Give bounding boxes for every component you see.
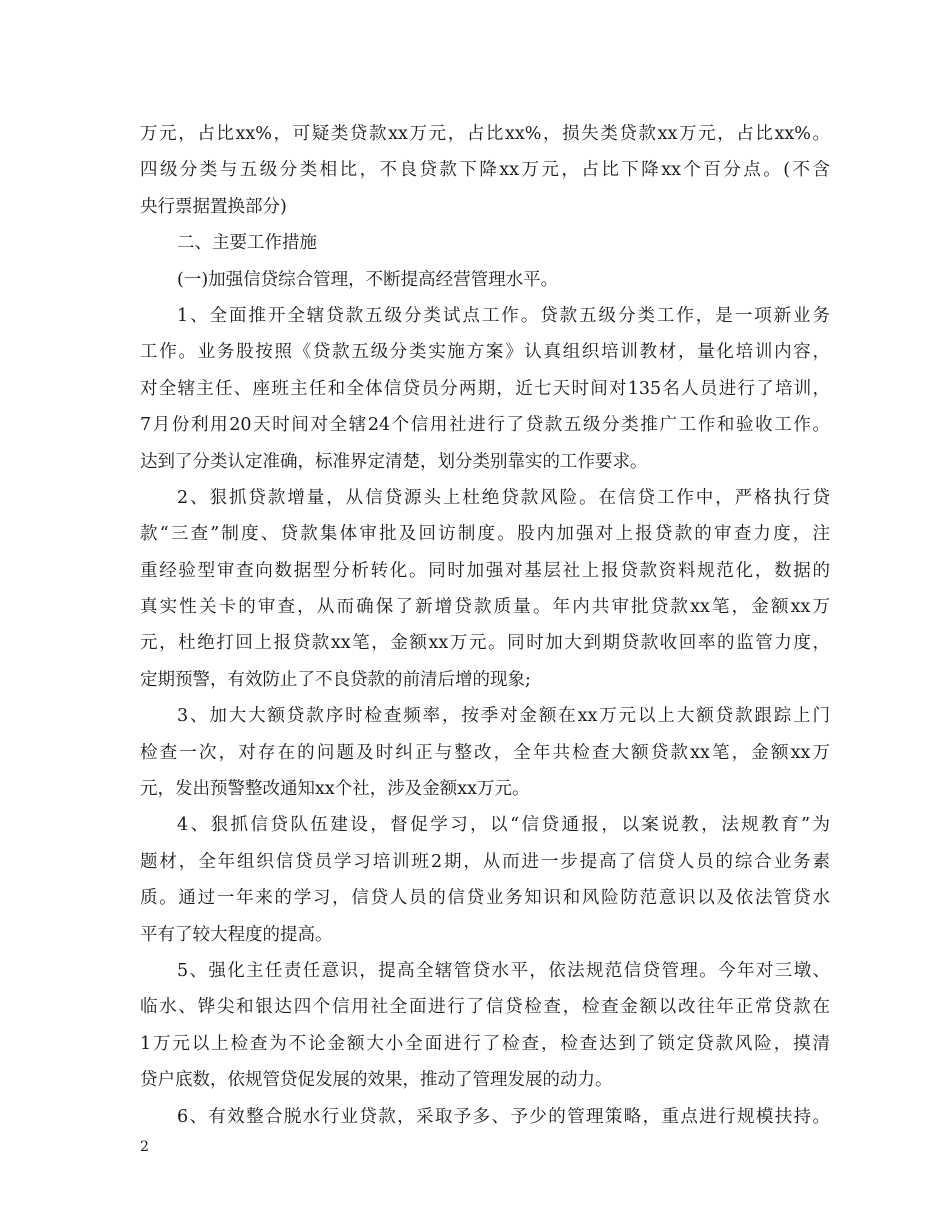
- text-line: 对全辖主任、座班主任和全体信贷员分两期，近七天时间对135名人员进行了培训，: [140, 378, 830, 399]
- text-line: 临水、铧尖和银达四个信用社全面进行了信贷检查，检查金额以改往年正常贷款在: [140, 997, 830, 1018]
- text-line: 7月份利用20天时间对全辖24个信用社进行了贷款五级分类推广工作和验收工作。: [140, 415, 830, 436]
- text-line: 元，杜绝打回上报贷款xx笔，金额xx万元。同时加大到期贷款收回率的监管力度，: [140, 633, 830, 654]
- text-line: 重经验型审查向数据型分析转化。同时加强对基层社上报贷款资料规范化，数据的: [140, 560, 830, 581]
- text-line: 1、全面推开全辖贷款五级分类试点工作。贷款五级分类工作，是一项新业务: [177, 305, 830, 326]
- body-text: [140, 116, 830, 1135]
- text-line: 央行票据置换部分): [140, 196, 287, 217]
- text-line: 真实性关卡的审查，从而确保了新增贷款质量。年内共审批贷款xx笔，金额xx万: [140, 597, 830, 618]
- text-line: 4、狠抓信贷队伍建设，督促学习，以“信贷通报，以案说教，法规教育”为: [177, 815, 830, 836]
- text-line: 3、加大大额贷款序时检查频率，按季对金额在xx万元以上大额贷款跟踪上门: [177, 706, 830, 727]
- text-line: 万元，占比xx%，可疑类贷款xx万元，占比xx%，损失类贷款xx万元，占比xx%。: [140, 124, 830, 144]
- text-line: 6、有效整合脱水行业贷款，采取予多、予少的管理策略，重点进行规模扶持。: [177, 1106, 830, 1127]
- text-line: 二、主要工作措施: [177, 233, 317, 254]
- text-line: 元，发出预警整改通知xx个社，涉及金额xx万元。: [140, 779, 530, 800]
- text-line: 检查一次，对存在的问题及时纠正与整改，全年共检查大额贷款xx笔，金额xx万: [140, 742, 830, 763]
- text-line: 四级分类与五级分类相比，不良贷款下降xx万元，占比下降xx个百分点。(不含: [140, 160, 830, 181]
- text-line: 5、强化主任责任意识，提高全辖管贷水平，依法规范信贷管理。今年对三墩、: [177, 960, 830, 981]
- text-line: 2、狠抓贷款增量，从信贷源头上杜绝贷款风险。在信贷工作中，严格执行贷: [177, 487, 830, 508]
- text-line: 贷户底数，依规管贷促发展的效果，推动了管理发展的动力。: [140, 1070, 613, 1091]
- page-number: 2: [140, 1139, 149, 1155]
- text-line: 工作。业务股按照《贷款五级分类实施方案》认真组织培训教材，量化培训内容，: [140, 342, 830, 363]
- text-line: 平有了较大程度的提高。: [140, 924, 333, 945]
- text-line: 质。通过一年来的学习，信贷人员的信贷业务知识和风险防范意识以及依法管贷水: [140, 888, 830, 909]
- text-line: 定期预警，有效防止了不良贷款的前清后增的现象;: [140, 669, 531, 690]
- text-line: 达到了分类认定准确，标准界定清楚，划分类别靠实的工作要求。: [140, 451, 648, 472]
- text-line: 1万元以上检查为不论金额大小全面进行了检查，检查达到了锁定贷款风险，摸清: [140, 1033, 830, 1054]
- text-line: (一)加强信贷综合管理，不断提高经营管理水平。: [177, 269, 559, 290]
- text-line: 款“三查”制度、贷款集体审批及回访制度。股内加强对上报贷款的审查力度，注: [140, 524, 830, 545]
- text-line: 题材，全年组织信贷员学习培训班2期，从而进一步提高了信贷人员的综合业务素: [140, 851, 830, 872]
